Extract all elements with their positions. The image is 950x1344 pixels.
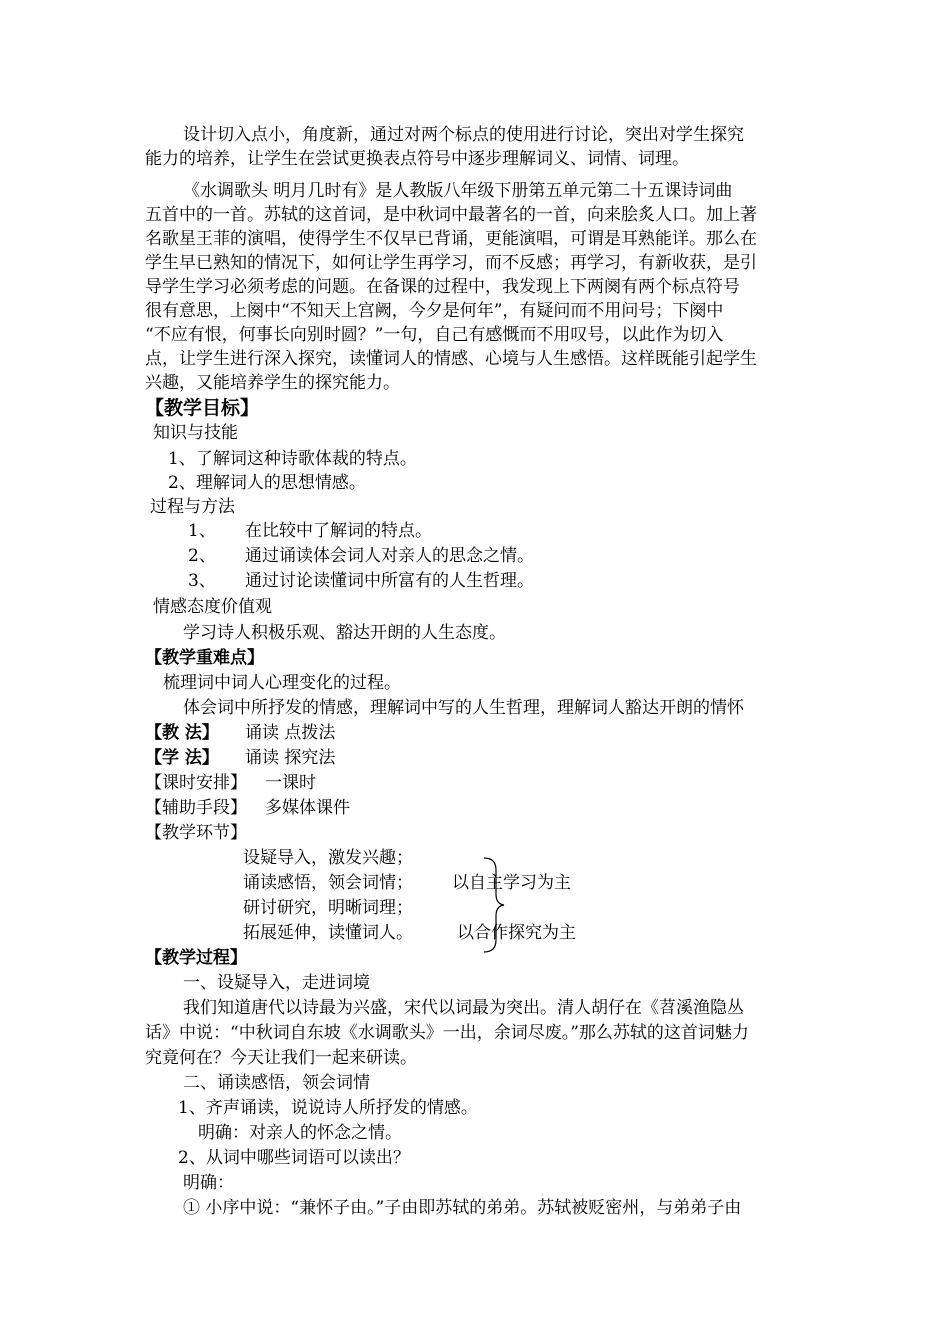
method-value: 诵读 点拨法 — [245, 723, 336, 743]
intro2-line-8: 点，让学生进行深入探究，读懂词人的情感、心境与人生感悟。这样既能引起学生 — [145, 349, 757, 369]
objectives-heading: 【教学目标】 — [145, 397, 260, 419]
learn-value: 诵读 探究法 — [245, 748, 336, 768]
process-item-3-text: 通过讨论读懂词中所富有的人生哲理。 — [245, 571, 534, 591]
step-3: 研讨研究，明晰词理； — [243, 898, 413, 918]
steps-label: 【教学环节】 — [145, 823, 247, 843]
process-label: 过程与方法 — [150, 497, 235, 517]
group-2-label: 以合作探究为主 — [457, 923, 576, 943]
process-item-2-text: 通过诵读体会词人对亲人的思念之情。 — [245, 546, 534, 566]
section-1-title: 一、设疑导入，走进词境 — [183, 973, 370, 993]
emotion-text: 学习诗人积极乐观、豁达开朗的人生态度。 — [183, 623, 506, 643]
process-item-1-num: 1、 — [188, 521, 216, 541]
step-1: 设疑导入，激发兴趣； — [243, 848, 413, 868]
knowledge-item-1: 1、了解词这种诗歌体裁的特点。 — [168, 449, 417, 469]
intro-line-1: 设计切入点小，角度新，通过对两个标点的使用进行讨论，突出对学生探究 — [183, 125, 744, 145]
question-1: 1、齐声诵读，说说诗人所抒发的情感。 — [178, 1098, 478, 1118]
step-4: 拓展延伸，读懂词人。 — [243, 923, 413, 943]
question-2: 2、从词中哪些词语可以读出？ — [178, 1148, 410, 1168]
schedule-label: 【课时安排】 — [145, 773, 247, 793]
intro2-line-3: 名歌星王菲的演唱，使得学生不仅早已背诵，更能演唱，可谓是耳熟能详。那么在 — [145, 229, 757, 249]
intro2-line-4: 学生早已熟知的情况下，如何让学生再学习，而不反感；再学习，有新收获，是引 — [145, 253, 757, 273]
section-1-line-1: 我们知道唐代以诗最为兴盛，宋代以词最为突出。清人胡仔在《苕溪渔隐丛 — [183, 998, 744, 1018]
intro2-line-9: 兴趣，又能培养学生的探究能力。 — [145, 373, 400, 393]
aids-value: 多媒体课件 — [265, 798, 350, 818]
aids-label: 【辅助手段】 — [145, 798, 247, 818]
emotion-label: 情感态度价值观 — [153, 597, 272, 617]
process-item-3-num: 3、 — [188, 571, 216, 591]
answer-2-label: 明确： — [183, 1173, 234, 1193]
difficulties-heading: 【教学重难点】 — [145, 648, 264, 668]
knowledge-item-2: 2、理解词人的思想情感。 — [168, 473, 366, 493]
intro2-line-1: 《水调歌头 明月几时有》是人教版八年级下册第五单元第二十五课诗词曲 — [183, 181, 733, 201]
process-item-1-text: 在比较中了解词的特点。 — [245, 521, 432, 541]
intro2-line-5: 导学生学习必须考虑的问题。在备课的过程中，我发现上下两阕有两个标点符号 — [145, 277, 740, 297]
section-1-line-2: 话》中说：“中秋词自东坡《水调歌头》一出，余词尽废。”那么苏轼的这首词魅力 — [145, 1023, 749, 1043]
group-1-label: 以自主学习为主 — [452, 873, 571, 893]
step-2: 诵读感悟，领会词情； — [243, 873, 413, 893]
process-heading: 【教学过程】 — [145, 948, 247, 968]
intro2-line-6: 很有意思，上阕中“不知天上宫阙，今夕是何年”，有疑问而不用问号；下阕中 — [145, 301, 724, 321]
difficulty-line-2: 体会词中所抒发的情感，理解词中写的人生哲理，理解词人豁达开朗的情怀 — [183, 698, 744, 718]
method-label: 【教 法】 — [145, 723, 219, 743]
section-2-title: 二、诵读感悟，领会词情 — [183, 1073, 370, 1093]
knowledge-label: 知识与技能 — [153, 423, 238, 443]
answer-1: 明确：对亲人的怀念之情。 — [198, 1123, 402, 1143]
section-1-line-3: 究竟何在？今天让我们一起来研读。 — [145, 1048, 417, 1068]
answer-2-point-1: ① 小序中说：“兼怀子由。”子由即苏轼的弟弟。苏轼被贬密州，与弟弟子由 — [183, 1198, 742, 1218]
schedule-value: 一课时 — [265, 773, 316, 793]
learn-label: 【学 法】 — [145, 748, 219, 768]
difficulty-line-1: 梳理词中词人心理变化的过程。 — [163, 673, 401, 693]
process-item-2-num: 2、 — [188, 546, 216, 566]
intro2-line-7: “不应有恨，何事长向别时圆？”一句，自己有感慨而不用叹号，以此作为切入 — [145, 325, 724, 345]
intro-line-2: 能力的培养，让学生在尝试更换表点符号中逐步理解词义、词情、词理。 — [145, 149, 689, 169]
intro2-line-2: 五首中的一首。苏轼的这首词，是中秋词中最著名的一首，向来脍炙人口。加上著 — [145, 205, 757, 225]
